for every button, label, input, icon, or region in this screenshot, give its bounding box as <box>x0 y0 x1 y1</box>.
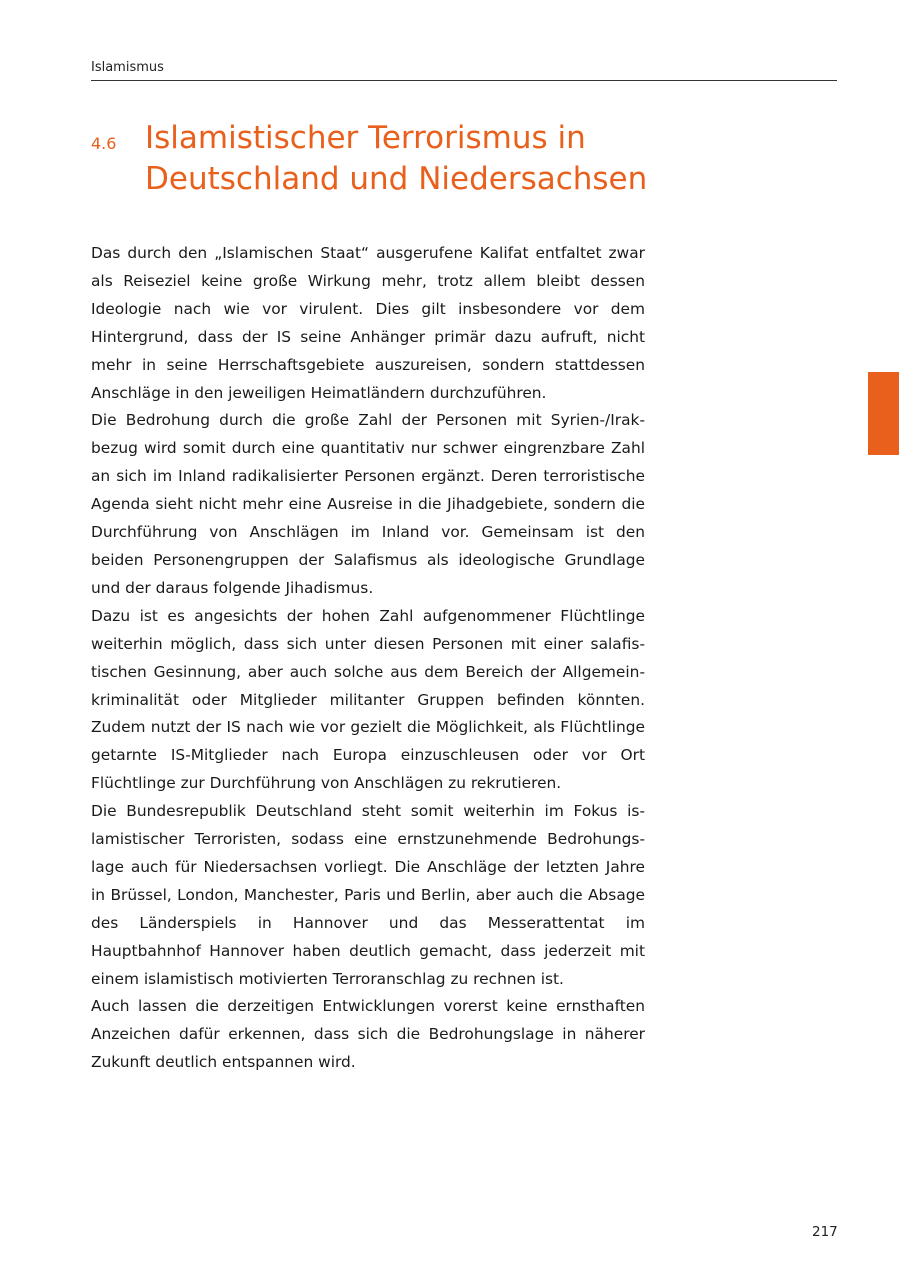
paragraph-2: Die Bedrohung durch die große Zahl der Personen mit Syrien-/Irakbezug wird somit durch eine quantitativ nur schwer eingrenzbare Zahl an sich im Inland radikalisierter Personen ergänzt. Deren terroristische Agenda sieht nicht mehr eine Ausreise in die Jihadgebiete, sondern die Durchführung von Anschlägen im Inland vor. Gemeinsam ist den beiden Personengruppen der Salafismus als ideologische Grundlage und der daraus folgende Jihadismus. <box>91 411 645 597</box>
paragraph-1: Das durch den „Islamischen Staat“ ausgerufene Kalifat entfaltet zwar als Reiseziel keine große Wirkung mehr, trotz allem bleibt dessen Ideologie nach wie vor virulent. Dies gilt insbesondere vor dem Hintergrund, dass der IS seine Anhänger primär dazu aufruft, nicht mehr in seine Herrschaftsgebiete auszureisen, sondern stattdessen Anschläge in den jeweiligen Heimatländern durchzuführen. <box>91 244 645 402</box>
paragraph-3: Dazu ist es angesichts der hohen Zahl aufgenommener Flüchtlinge weiterhin möglich, dass sich unter diesen Personen mit einer salafistischen Gesinnung, aber auch solche aus dem Bereich der Allgemeinkriminalität oder Mitglieder militanter Gruppen befinden könnten. Zudem nutzt der IS nach wie vor gezielt die Möglichkeit, als Flüchtlinge getarnte IS-Mitglieder nach Europa einzuschleusen oder vor Ort Flüchtlinge zur Durchführung von Anschlägen zu rekrutieren. <box>91 606 645 793</box>
page-number: 217 <box>812 1224 838 1240</box>
running-header: Islamismus <box>91 60 164 75</box>
section-title-line-1: Islamistischer Terrorismus in <box>145 120 586 156</box>
section-title <box>145 118 745 200</box>
header-divider <box>91 80 837 81</box>
paragraph-5: Auch lassen die derzeitigen Entwicklungen vorerst keine ernsthaften Anzeichen dafür erkennen, dass sich die Bedrohungslage in näherer Zukunft deutlich entspannen wird. <box>91 997 645 1072</box>
body-text <box>91 240 645 1077</box>
section-title-line-2: Deutschland und Niedersachsen <box>145 161 648 197</box>
paragraph-4: Die Bundesrepublik Deutschland steht somit weiterhin im Fokus islamistischer Terroristen, sodass eine ernstzunehmende Bedrohungslage auch für Niedersachsen vorliegt. Die Anschläge der letzten Jahre in Brüssel, London, Manchester, Paris und Berlin, aber auch die Absage des Länderspiels in Hannover und das Messerattentat im Hauptbahnhof Hannover haben deutlich gemacht, dass jederzeit mit einem islamistisch motivierten Terroranschlag zu rechnen ist. <box>91 802 645 988</box>
section-number: 4.6 <box>91 134 117 153</box>
chapter-thumb-tab <box>868 372 899 455</box>
